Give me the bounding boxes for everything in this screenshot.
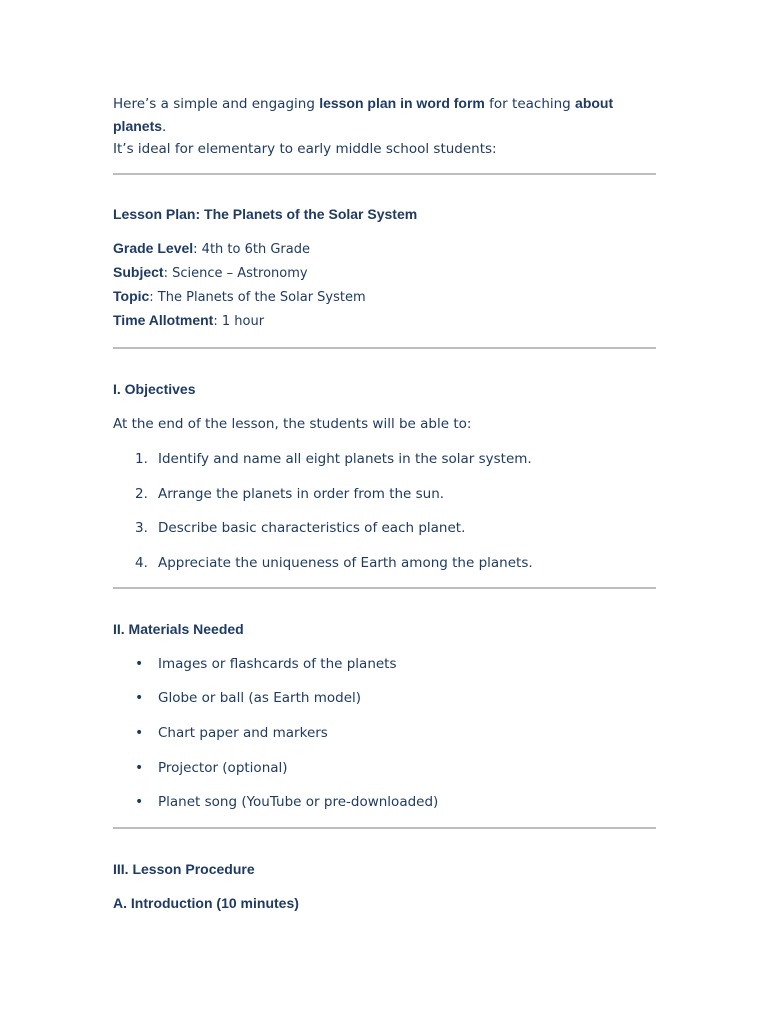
- lesson-meta: [113, 237, 656, 333]
- procedure-heading: III. Lesson Procedure: [113, 861, 255, 878]
- list-item: [113, 792, 656, 812]
- list-item: [113, 654, 656, 689]
- meta-grade-level: [113, 237, 656, 261]
- meta-value: : The Planets of the Solar System: [149, 290, 366, 305]
- list-item: [113, 484, 656, 519]
- list-item-text: Identify and name all eight planets in the solar system.: [158, 451, 532, 467]
- list-item: [113, 518, 656, 553]
- list-item: [113, 723, 656, 758]
- meta-time-allotment: [113, 309, 656, 333]
- lesson-title: Lesson Plan: The Planets of the Solar System: [113, 206, 418, 222]
- divider: [113, 173, 656, 175]
- list-number: 3.: [135, 520, 148, 537]
- meta-subject: [113, 261, 656, 285]
- objectives-list: [113, 449, 656, 573]
- bullet-marker: •: [135, 655, 144, 672]
- list-item-text: Projector (optional): [158, 759, 288, 776]
- document-content: [113, 92, 656, 913]
- list-item: [113, 688, 656, 723]
- list-item: [113, 758, 656, 793]
- intro-text-2: for teaching: [484, 96, 576, 112]
- list-item-text: Arrange the planets in order from the sun.: [158, 485, 445, 502]
- meta-key: Subject: [113, 264, 164, 280]
- objectives-heading: I. Objectives: [113, 381, 196, 397]
- materials-heading: II. Materials Needed: [113, 620, 244, 637]
- meta-key: Topic: [113, 288, 150, 304]
- meta-key: Grade Level: [113, 240, 194, 256]
- bullet-marker: •: [135, 724, 144, 741]
- list-item-text: Chart paper and markers: [158, 724, 328, 741]
- intro-text-3: .: [162, 119, 167, 135]
- objectives-lead: At the end of the lesson, the students will be able to:: [113, 416, 472, 432]
- intro-text-1: Here’s a simple and engaging: [113, 96, 320, 112]
- divider: [113, 347, 656, 349]
- intro-line-2: It’s ideal for elementary to early middle school students:: [113, 141, 497, 157]
- meta-value: : 1 hour: [213, 314, 265, 329]
- divider: [113, 587, 656, 589]
- materials-list: [113, 654, 656, 812]
- intro-bold-2: about planets: [113, 95, 614, 134]
- bullet-marker: •: [135, 794, 144, 811]
- list-item-text: Globe or ball (as Earth model): [158, 690, 362, 707]
- list-item-text: Planet song (YouTube or pre-downloaded): [158, 794, 439, 811]
- list-number: 4.: [135, 554, 148, 571]
- list-item-text: Describe basic characteristics of each planet.: [158, 520, 466, 537]
- divider: [113, 827, 656, 829]
- list-item: [113, 449, 656, 484]
- meta-key: Time Allotment: [113, 312, 214, 328]
- procedure-subheading: A. Introduction (10 minutes): [113, 895, 299, 912]
- intro-bold-1: lesson plan in word form: [319, 95, 485, 111]
- bullet-marker: •: [135, 759, 144, 776]
- meta-value: : Science – Astronomy: [163, 266, 308, 281]
- list-number: 2.: [135, 485, 148, 502]
- list-item-text: Appreciate the uniqueness of Earth among the planets.: [158, 554, 533, 571]
- bullet-marker: •: [135, 690, 144, 707]
- intro-paragraph: [113, 92, 656, 160]
- list-item: [113, 553, 656, 573]
- list-number: 1.: [135, 451, 148, 467]
- meta-topic: [113, 285, 656, 309]
- meta-value: : 4th to 6th Grade: [193, 242, 310, 257]
- list-item-text: Images or flashcards of the planets: [158, 655, 397, 672]
